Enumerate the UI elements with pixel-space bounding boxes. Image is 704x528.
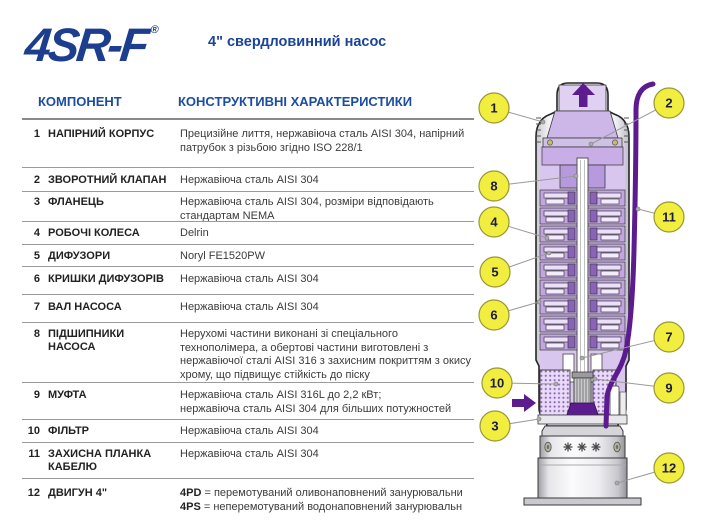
component-name: ЗВОРОТНИЙ КЛАПАН <box>48 174 167 186</box>
callout-6 <box>479 300 509 330</box>
desc-line: Нержавіюча сталь AISI 304 <box>180 273 319 285</box>
svg-text:3: 3 <box>491 418 499 434</box>
row-number: 8 <box>33 328 40 340</box>
brand-logo <box>22 0 162 75</box>
callout-10 <box>482 368 512 398</box>
pump-shaft <box>577 158 588 382</box>
desc-line: патрубок з різьбою згідно ISO 228/1 <box>180 141 363 154</box>
callout-9 <box>654 373 684 403</box>
svg-text:1: 1 <box>490 100 498 116</box>
desc-line: технополімера, а обертові частини виготовлені з <box>180 341 429 354</box>
component-name: ЗАХИСНА ПЛАНКА КАБЕЛЮ <box>48 448 152 473</box>
desc-line: Нержавіюча сталь AISI 304 <box>180 301 319 313</box>
registered-trademark-icon: ® <box>149 24 160 36</box>
component-name: ДИФУЗОРИ <box>48 250 111 262</box>
row-number: 11 <box>28 448 40 460</box>
component-desc <box>180 448 474 478</box>
row-number: 2 <box>33 174 40 186</box>
table-row <box>22 168 474 192</box>
desc-line: нержавіючої сталі AISI 316 з захисним покриттям з окису <box>180 355 471 367</box>
desc-line: Нержавіюча сталь AISI 304 <box>180 448 319 460</box>
desc-line: стандартам NEMA <box>180 209 275 222</box>
desc-line: Нержавіюча сталь AISI 316L до 2,2 кВт; <box>180 389 382 401</box>
table-row <box>22 295 474 323</box>
pump-cross-section-diagram <box>460 70 704 528</box>
component-name: ФЛАНЕЦЬ <box>48 196 104 208</box>
table-row <box>22 120 474 168</box>
row-number: 1 <box>33 128 40 140</box>
desc-line: Прецизійне лиття, нержавіюча сталь AISI 304, напірний <box>180 128 465 140</box>
column-header-characteristics: КОНСТРУКТИВНІ ХАРАКТЕРИСТИКИ <box>178 94 413 109</box>
motor-base <box>524 498 641 505</box>
table-row <box>22 479 474 528</box>
table-row <box>22 222 474 245</box>
component-desc <box>180 174 474 191</box>
component-desc <box>180 389 474 419</box>
callout-2 <box>654 88 684 118</box>
component-desc <box>180 425 474 442</box>
motor-text: = неперемотуваний водонаповнений занурювальн <box>200 500 463 513</box>
component-name: НАПІРНИЙ КОРПУС <box>48 128 155 140</box>
motor-option <box>180 487 474 501</box>
component-name: КРИШКИ ДИФУЗОРІВ <box>48 273 164 285</box>
page-subtitle: 4" свердловинний насос <box>208 34 387 50</box>
desc-line: Нержавіюча сталь AISI 304 <box>180 425 319 437</box>
desc-line: хрому, що підвищує стійкість до піску <box>180 368 370 381</box>
components-table <box>22 88 474 528</box>
component-name: ФІЛЬТР <box>48 425 90 437</box>
desc-line: Delrin <box>180 227 209 239</box>
component-desc <box>180 273 474 294</box>
svg-text:7: 7 <box>665 329 673 345</box>
motor-code: 4PD <box>180 487 202 499</box>
component-name: ВАЛ НАСОСА <box>48 301 122 313</box>
component-desc <box>180 487 474 528</box>
table-row <box>22 420 474 443</box>
row-number: 10 <box>27 425 40 437</box>
column-header-component: КОМПОНЕНТ <box>38 94 122 109</box>
callout-4 <box>479 207 509 237</box>
table-header <box>22 88 474 120</box>
desc-line: Noryl FE1520PW <box>180 250 265 262</box>
svg-text:9: 9 <box>665 380 673 396</box>
motor <box>524 426 641 505</box>
row-number: 12 <box>27 487 40 499</box>
callout-8 <box>479 171 509 201</box>
svg-text:4: 4 <box>490 214 498 230</box>
component-name: РОБОЧІ КОЛЕСА <box>48 227 140 239</box>
desc-line: нержавіюча сталь AISI 304 для більших потужностей <box>180 402 452 415</box>
svg-text:12: 12 <box>661 460 677 476</box>
row-number: 4 <box>33 227 40 239</box>
row-number: 9 <box>33 389 40 401</box>
row-number: 5 <box>33 250 40 262</box>
callout-12 <box>654 453 684 483</box>
component-name: МУФТА <box>48 389 87 401</box>
filter-mesh <box>540 370 570 420</box>
svg-text:8: 8 <box>490 178 498 194</box>
callout-11 <box>654 202 684 232</box>
row-number: 6 <box>33 273 40 285</box>
svg-text:11: 11 <box>662 209 676 225</box>
component-name: ПІДШИПНИКИ НАСОСА <box>48 328 125 353</box>
flange <box>538 415 627 424</box>
motor-code: 4PS <box>180 500 201 513</box>
svg-text:5: 5 <box>491 264 499 280</box>
row-number: 7 <box>33 301 40 313</box>
logo-text: 4SR-F <box>22 18 149 71</box>
table-row <box>22 443 474 479</box>
component-desc <box>180 196 474 222</box>
callout-5 <box>480 257 510 287</box>
spline-shaft <box>574 378 591 403</box>
svg-text:2: 2 <box>665 95 673 111</box>
callout-3 <box>480 411 510 441</box>
desc-line: Нержавіюча сталь AISI 304, розміри відповідають <box>180 196 434 208</box>
component-desc <box>180 227 474 244</box>
callout-7 <box>654 322 684 352</box>
callout-1 <box>479 93 509 123</box>
motor-text: = перемотуваний оливонаповнений занурювальни <box>201 487 463 499</box>
component-name: ДВИГУН 4" <box>48 487 108 499</box>
inflow-arrow-icon <box>512 394 536 412</box>
row-number: 3 <box>33 196 40 208</box>
table-row <box>22 383 474 420</box>
table-row <box>22 192 474 222</box>
desc-line: Нержавіюча сталь AISI 304 <box>180 174 319 186</box>
component-desc <box>180 301 474 322</box>
component-desc <box>180 250 474 266</box>
motor-option <box>180 501 474 515</box>
component-desc <box>180 128 474 167</box>
svg-text:10: 10 <box>489 375 505 391</box>
svg-text:6: 6 <box>490 307 498 323</box>
table-row <box>22 245 474 267</box>
desc-line: Нерухомі частини виконані зі спеціального <box>180 328 398 340</box>
component-desc <box>180 328 474 382</box>
table-row <box>22 323 474 383</box>
table-row <box>22 267 474 295</box>
